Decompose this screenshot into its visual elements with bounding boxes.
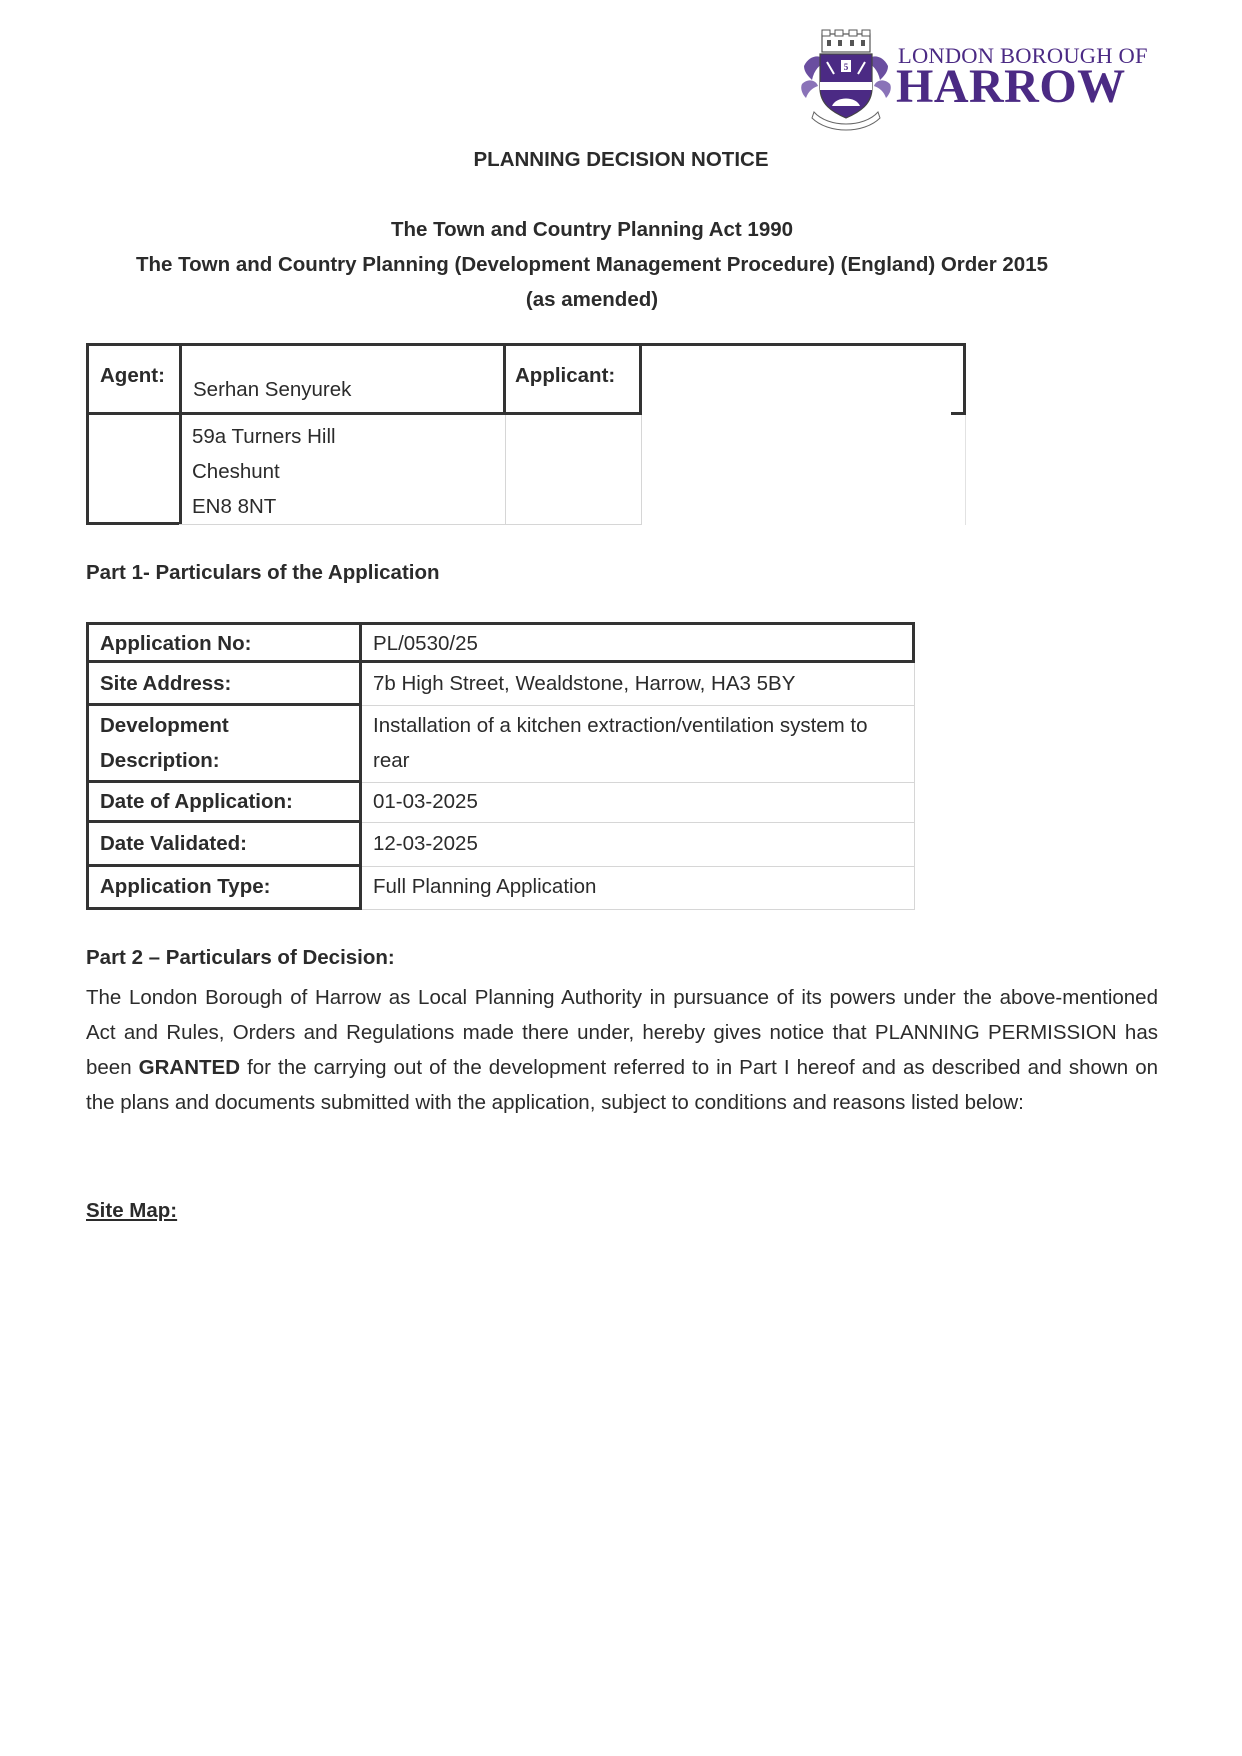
legislation-act: The Town and Country Planning Act 1990 bbox=[390, 218, 794, 241]
decision-paragraph bbox=[86, 980, 1158, 1120]
agent-address-line: Cheshunt bbox=[192, 460, 280, 483]
table-row-development-description bbox=[86, 706, 915, 783]
agent-address-line: 59a Turners Hill bbox=[192, 425, 336, 448]
part1-heading: Part 1- Particulars of the Application bbox=[86, 561, 440, 584]
agent-address-cell bbox=[179, 415, 506, 525]
agent-label-cell bbox=[86, 343, 182, 415]
applicant-label: Applicant: bbox=[515, 364, 616, 387]
table-row-site-address bbox=[86, 663, 915, 706]
table-row-application-no bbox=[86, 622, 915, 663]
row-label: Application No: bbox=[86, 622, 362, 663]
site-map-heading: Site Map: bbox=[86, 1199, 178, 1222]
page-title: PLANNING DECISION NOTICE bbox=[473, 148, 769, 171]
decision-status: GRANTED bbox=[138, 1056, 241, 1079]
row-label: Application Type: bbox=[86, 867, 362, 910]
coat-of-arms-icon bbox=[800, 28, 892, 132]
agent-name: Serhan Senyurek bbox=[193, 378, 352, 401]
row-label: Date of Application: bbox=[86, 783, 362, 823]
agent-label: Agent: bbox=[100, 364, 165, 387]
row-label: Site Address: bbox=[86, 663, 362, 706]
decision-text-after: for the carrying out of the development referred to in Part I hereof and as described and shown on the plans and documents submitted with the application, subject to conditions and reasons listed below: bbox=[86, 1056, 1158, 1114]
application-type-value: Full Planning Application bbox=[362, 867, 915, 910]
applicant-name-cell bbox=[639, 343, 966, 415]
parties-table bbox=[86, 343, 966, 525]
applicant-address-label-cell bbox=[505, 415, 642, 525]
development-description-value: Installation of a kitchen extraction/ventilation system to rear bbox=[362, 706, 915, 783]
table-row-application-type bbox=[86, 867, 915, 910]
agent-address-label-cell bbox=[86, 415, 182, 525]
table-row-date-validated bbox=[86, 823, 915, 867]
row-label: Development Description: bbox=[86, 706, 362, 783]
application-number-value: PL/0530/25 bbox=[362, 622, 915, 663]
agent-name-cell bbox=[179, 343, 506, 415]
svg-text:5: 5 bbox=[843, 62, 849, 72]
part2-heading: Part 2 – Particulars of Decision: bbox=[86, 946, 395, 969]
date-of-application-value: 01-03-2025 bbox=[362, 783, 915, 823]
date-validated-value: 12-03-2025 bbox=[362, 823, 915, 867]
legislation-block bbox=[86, 212, 1098, 317]
decision-text-before: The London Borough of Harrow as Local Planning Authority in pursuance of its powers under the above-mentioned Act and Rules, Orders and Regulations made there under, hereby gives notice that PLANNING PERMISSION has been bbox=[86, 986, 1158, 1079]
legislation-amended-note: (as amended) bbox=[525, 288, 659, 311]
application-details-table bbox=[86, 622, 915, 910]
applicant-label-cell bbox=[503, 343, 642, 415]
legislation-order: The Town and Country Planning (Development Management Procedure) (England) Order 2015 bbox=[136, 253, 1048, 276]
agent-address-line: EN8 8NT bbox=[192, 495, 277, 518]
harrow-logo bbox=[800, 28, 1160, 132]
site-address-value: 7b High Street, Wealdstone, Harrow, HA3 5BY bbox=[362, 663, 915, 706]
logo-text-london-borough-of: LONDON BOROUGH OF bbox=[898, 43, 1148, 68]
table-row-date-of-application bbox=[86, 783, 915, 823]
logo-text-harrow: HARROW bbox=[896, 60, 1126, 113]
row-label: Date Validated: bbox=[86, 823, 362, 867]
applicant-address-cell bbox=[642, 415, 966, 525]
